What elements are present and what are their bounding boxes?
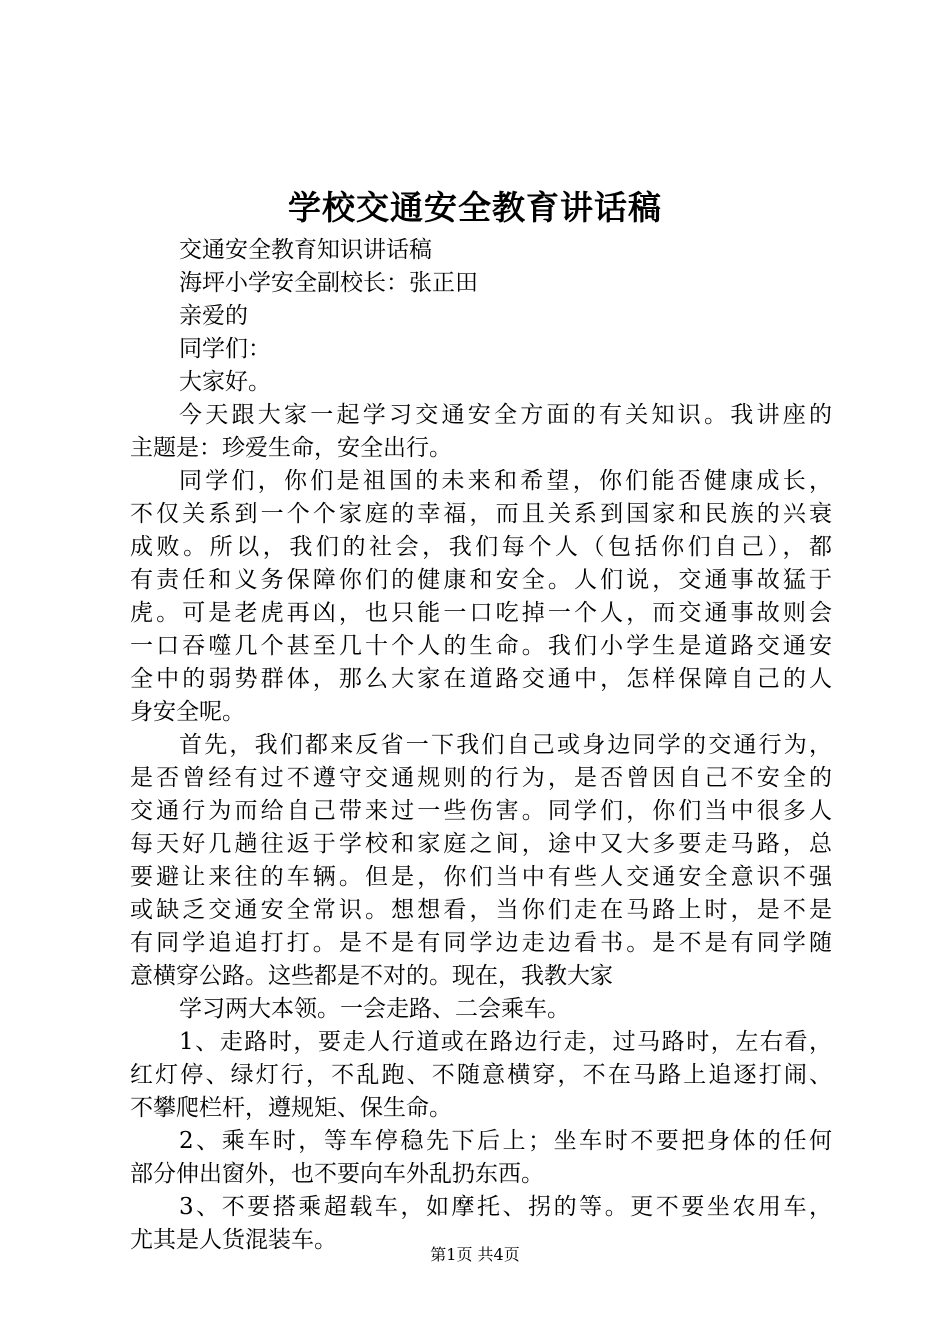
text-line: 部分伸出窗外，也不要向车外乱扔东西。 xyxy=(130,1161,544,1187)
text-line: 一口吞噬几个甚至几十个人的生命。我们小学生是道路交通安 xyxy=(130,633,832,659)
text-line: 亲爱的 xyxy=(179,303,248,329)
text-line: 不攀爬栏杆，遵规矩、保生命。 xyxy=(130,1095,452,1121)
document-body xyxy=(130,234,832,1257)
text-line: 3、不要搭乘超载车，如摩托、拐的等。更不要坐农用车， xyxy=(179,1194,832,1220)
text-line: 交通安全教育知识讲话稿 xyxy=(179,237,432,263)
text-line: 今天跟大家一起学习交通安全方面的有关知识。我讲座的 xyxy=(179,402,832,428)
text-line: 要避让来往的车辆。但是，你们当中有些人交通安全意识不强 xyxy=(130,864,832,890)
text-line: 每天好几趟往返于学校和家庭之间，途中又大多要走马路，总 xyxy=(130,831,832,857)
text-line: 1、走路时，要走人行道或在路边行走，过马路时，左右看， xyxy=(179,1029,832,1055)
text-line: 首先，我们都来反省一下我们自己或身边同学的交通行为， xyxy=(179,732,832,758)
text-line: 尤其是人货混装车。 xyxy=(130,1227,337,1253)
page-number-footer: 第1页 共4页 xyxy=(430,1245,520,1264)
text-line: 虎。可是老虎再凶，也只能一口吃掉一个人，而交通事故则会 xyxy=(130,600,832,626)
text-line: 有同学追追打打。是不是有同学边走边看书。是不是有同学随 xyxy=(130,930,832,956)
text-line: 主题是：珍爱生命，安全出行。 xyxy=(130,435,452,461)
text-line: 身安全呢。 xyxy=(130,699,245,725)
text-line: 或缺乏交通安全常识。想想看，当你们走在马路上时，是不是 xyxy=(130,897,832,923)
text-line: 不仅关系到一个个家庭的幸福，而且关系到国家和民族的兴衰 xyxy=(130,501,832,527)
text-line: 全中的弱势群体，那么大家在道路交通中，怎样保障自己的人 xyxy=(130,666,832,692)
text-line: 同学们： xyxy=(179,336,271,362)
text-line: 同学们，你们是祖国的未来和希望，你们能否健康成长， xyxy=(179,468,832,494)
document-title: 学校交通安全教育讲话稿 xyxy=(288,188,662,227)
text-line: 成败。所以，我们的社会，我们每个人（包括你们自己），都 xyxy=(130,534,832,560)
text-line: 海坪小学安全副校长：张正田 xyxy=(179,270,478,296)
text-line: 意横穿公路。这些都是不对的。现在，我教大家 xyxy=(130,963,613,989)
text-line: 交通行为而给自己带来过一些伤害。同学们，你们当中很多人 xyxy=(130,798,832,824)
text-line: 2、乘车时，等车停稳先下后上；坐车时不要把身体的任何 xyxy=(179,1128,832,1154)
text-line: 学习两大本领。一会走路、二会乘车。 xyxy=(179,996,570,1022)
text-line: 有责任和义务保障你们的健康和安全。人们说，交通事故猛于 xyxy=(130,567,832,593)
text-line: 是否曾经有过不遵守交通规则的行为，是否曾因自己不安全的 xyxy=(130,765,832,791)
text-line: 大家好。 xyxy=(179,369,271,395)
text-line: 红灯停、绿灯行，不乱跑、不随意横穿，不在马路上追逐打闹、 xyxy=(130,1062,832,1088)
